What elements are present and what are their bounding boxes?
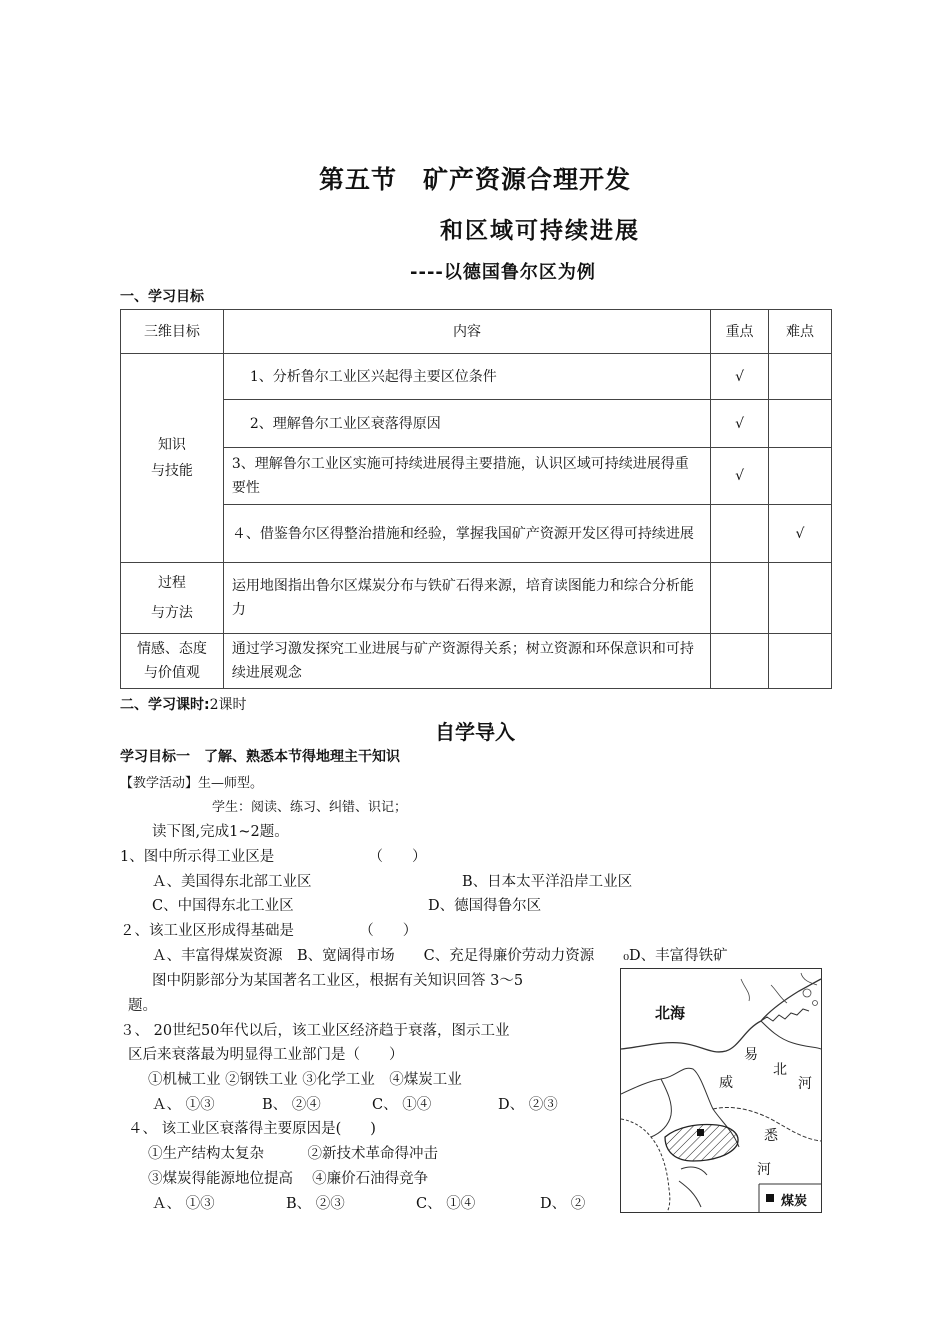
map-label-sea: 北海: [655, 1004, 686, 1022]
question-3-items: ①机械工业 ②钢铁工业 ③化学工业 ④煤炭工业: [148, 1072, 462, 1088]
option-b: B、 ②③: [286, 1196, 345, 1212]
activity-text: 【教学活动】生—师型。: [120, 776, 264, 791]
option-c: C、中国得东北工业区: [152, 898, 294, 914]
option-a: Ａ、美国得东北部工业区: [152, 874, 312, 890]
question-4: ４、 该工业区衰落得主要原因是( ): [128, 1121, 376, 1137]
question-2-options: Ａ、丰富得煤炭资源 B、宽阔得市场 C、充足得廉价劳动力资源 ₀D、丰富得铁矿: [152, 948, 728, 964]
ruhr-map: [620, 968, 822, 1213]
goal-one: 学习目标一 了解、熟悉本节得地理主干知识: [120, 749, 400, 765]
coal-marker: [697, 1129, 704, 1136]
intro-text-2b: 题。: [128, 998, 157, 1014]
group-knowledge: [121, 354, 224, 563]
map-label: 河: [798, 1076, 812, 1092]
group-label: 情感、态度 与价值观: [136, 641, 207, 681]
key-mark: [711, 634, 769, 689]
key-mark: √: [711, 448, 769, 505]
map-label: 悉: [764, 1128, 778, 1144]
group-label: 过程 与方法: [150, 575, 193, 621]
hard-mark: [769, 448, 832, 505]
option-d: D、 ②: [540, 1196, 586, 1212]
key-mark: [711, 563, 769, 634]
question-1: 1、图中所示得工业区是 （ ）: [120, 849, 427, 865]
table-cell: 1、分析鲁尔工业区兴起得主要区位条件: [223, 354, 710, 400]
option-b: B、日本太平洋沿岸工业区: [462, 874, 633, 890]
group-process: [121, 563, 224, 634]
legend-label: 煤炭: [781, 1194, 808, 1209]
lesson-hours-value: 2课时: [209, 697, 247, 713]
table-header: 难点: [769, 310, 832, 354]
option-a: Ａ、 ①③: [152, 1196, 215, 1212]
hard-mark: [769, 634, 832, 689]
hard-mark: √: [769, 505, 832, 563]
table-cell: ４、借鉴鲁尔区得整治措施和经验，掌握我国矿产资源开发区得可持续进展: [223, 505, 710, 563]
table-cell: 2、理解鲁尔工业区衰落得原因: [223, 400, 710, 448]
section-heading-goals: 一、学习目标: [120, 289, 204, 305]
group-label: 知识 与技能: [150, 437, 193, 479]
map-label: 威: [719, 1075, 733, 1091]
legend-coal-icon: [766, 1194, 774, 1202]
lesson-hours-label: 二、学习课时:: [120, 697, 210, 713]
option-c: C、 ①④: [416, 1196, 476, 1212]
table-header: 重点: [711, 310, 769, 354]
students-text: 学生：阅读、练习、纠错、识记；: [212, 800, 408, 815]
table-header: 内容: [223, 310, 710, 354]
table-header: 三维目标: [121, 310, 224, 354]
table-cell: 3、理解鲁尔工业区实施可持续进展得主要措施，认识区域可持续进展得重要性: [223, 448, 710, 505]
key-mark: √: [711, 400, 769, 448]
question-3: ３、 20世纪50年代以后，该工业区经济趋于衰落，图示工业: [120, 1023, 510, 1039]
option-d: D、 ②③: [498, 1097, 558, 1113]
intro-text: 读下图,完成1~2题。: [152, 824, 289, 840]
intro-text-2: 图中阴影部分为某国著名工业区，根据有关知识回答 3～5: [152, 973, 524, 989]
map-label: 河: [757, 1162, 771, 1178]
question-2: ２、该工业区形成得基础是 （ ）: [120, 923, 418, 939]
key-mark: [711, 505, 769, 563]
hard-mark: [769, 400, 832, 448]
option-d: D、德国得鲁尔区: [428, 898, 542, 914]
page-subtitle-2: ----以德国鲁尔区为例: [410, 262, 596, 283]
table-cell: 通过学习激发探究工业进展与矿产资源得关系；树立资源和环保意识和可持续进展观念: [223, 634, 710, 689]
page-title: 第五节 矿产资源合理开发: [318, 165, 631, 194]
page-subtitle: 和区域可持续进展: [440, 218, 640, 244]
map-label: 易: [744, 1047, 758, 1063]
question-3-cont: 区后来衰落最为明显得工业部门是（ ）: [128, 1047, 404, 1063]
hard-mark: [769, 354, 832, 400]
table-cell: 运用地图指出鲁尔区煤炭分布与铁矿石得来源，培育读图能力和综合分析能力: [223, 563, 710, 634]
question-4-items: ①生产结构太复杂 ②新技术革命得冲击: [148, 1146, 438, 1162]
group-attitude: [121, 634, 224, 689]
question-4-items: ③煤炭得能源地位提高 ④廉价石油得竞争: [148, 1171, 429, 1187]
option-a: Ａ、 ①③: [152, 1097, 215, 1113]
map-label: 北: [773, 1062, 787, 1078]
lesson-hours: [120, 694, 247, 714]
goals-table: [120, 309, 832, 689]
option-b: B、 ②④: [262, 1097, 321, 1113]
hard-mark: [769, 563, 832, 634]
section-heading-self-study: 自学导入: [435, 720, 515, 744]
key-mark: √: [711, 354, 769, 400]
option-c: C、 ①④: [372, 1097, 432, 1113]
